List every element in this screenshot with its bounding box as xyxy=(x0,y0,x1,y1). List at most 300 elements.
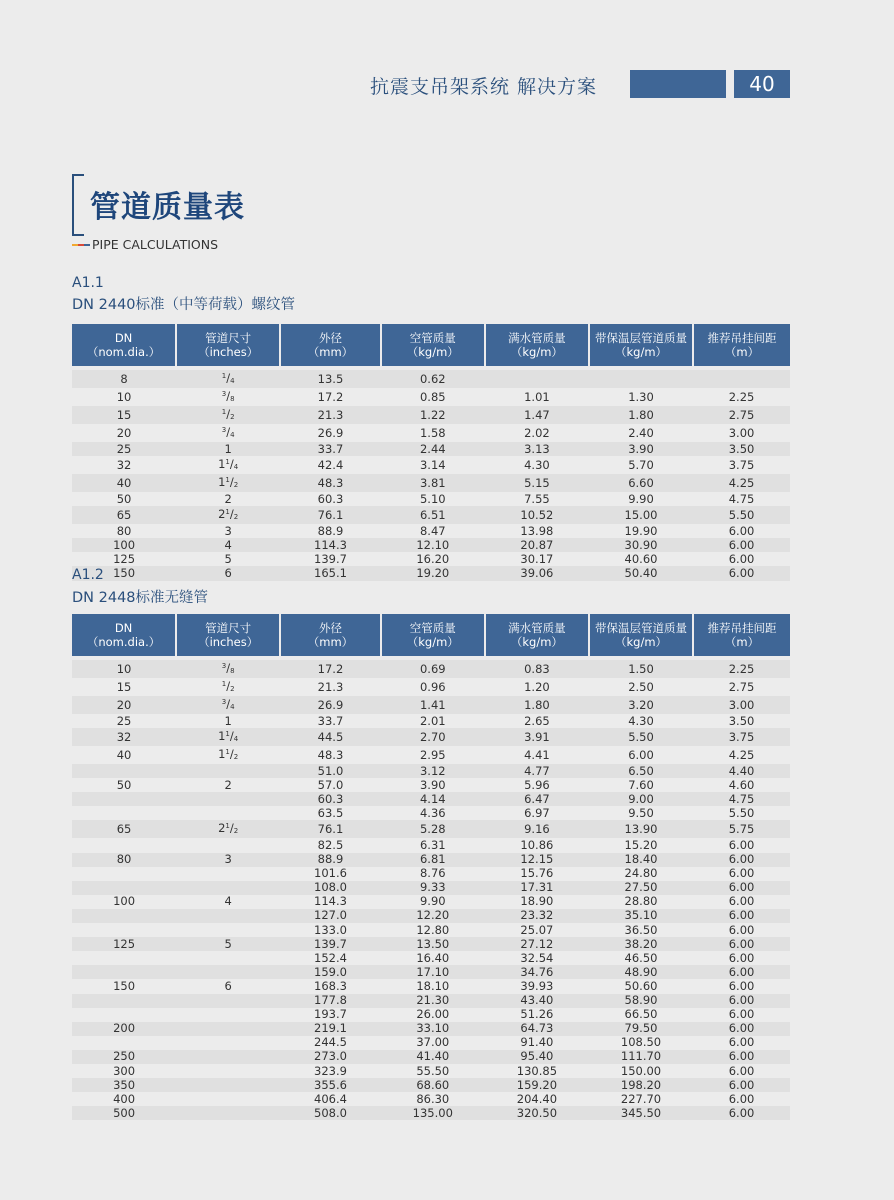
table-cell: 18.10 xyxy=(416,978,450,993)
table-cell: 15.76 xyxy=(520,866,554,881)
table-cell: 139.7 xyxy=(280,937,381,951)
table-cell: $^1$/2 xyxy=(176,406,280,424)
table-cell: 50 xyxy=(116,777,132,792)
table-cell: 13.50 xyxy=(381,937,485,951)
table-cell: 91.40 xyxy=(520,1035,554,1050)
table-cell: 5.28 xyxy=(381,820,485,838)
column-header xyxy=(72,614,176,656)
table-cell: 1 xyxy=(224,713,232,728)
table-cell: $1^1/4$ xyxy=(218,457,239,472)
table-cell: 6.00 xyxy=(693,853,790,867)
subtitle-accent-line xyxy=(72,244,90,246)
column-header xyxy=(381,324,485,366)
table-cell: 177.8 xyxy=(280,994,381,1008)
table-cell: 57.0 xyxy=(317,777,344,792)
table-cell: 68.60 xyxy=(381,1078,485,1092)
header-bar xyxy=(630,70,726,98)
table-cell: 38.20 xyxy=(589,937,693,951)
table-row xyxy=(72,1092,790,1106)
table-cell: 1.80 xyxy=(485,696,589,714)
table-row xyxy=(72,538,790,552)
table-cell: 27.50 xyxy=(589,881,693,895)
table-cell: 12.15 xyxy=(485,853,589,867)
table-cell: 50 xyxy=(116,491,132,506)
table-cell: 193.7 xyxy=(314,1007,347,1022)
table-cell: 2.50 xyxy=(628,679,654,694)
table-cell xyxy=(176,1022,280,1036)
table-row xyxy=(72,492,790,506)
table-cell: 355.6 xyxy=(280,1078,381,1092)
table-cell: 6.60 xyxy=(589,474,693,492)
table-cell: 48.90 xyxy=(589,965,693,979)
table-row xyxy=(72,566,790,580)
section-code-2: A1.2 xyxy=(72,567,104,583)
table-cell: 350 xyxy=(72,1078,176,1092)
table-cell: 320.50 xyxy=(485,1106,589,1120)
table-cell xyxy=(176,965,280,979)
table-cell: 6 xyxy=(224,978,232,993)
page-subtitle: PIPE CALCULATIONS xyxy=(92,237,219,252)
table-cell: 17.2 xyxy=(317,389,344,404)
table-cell: 2.44 xyxy=(381,442,485,456)
column-header-label: 空管质量 xyxy=(409,331,456,345)
table-cell: 6.81 xyxy=(381,853,485,867)
table-cell: 44.5 xyxy=(280,728,381,746)
table-cell xyxy=(176,1008,280,1022)
column-header xyxy=(485,324,589,366)
table-row xyxy=(72,895,790,909)
table-cell: 30.17 xyxy=(520,551,554,566)
table-cell: 6.00 xyxy=(693,1050,790,1064)
table-cell: 27.12 xyxy=(485,937,589,951)
table-cell: 63.5 xyxy=(317,805,344,820)
pipe-table-a12 xyxy=(72,614,790,1120)
table-cell: 51.0 xyxy=(280,764,381,778)
table-row xyxy=(72,506,790,524)
table-row xyxy=(72,909,790,923)
column-header-unit: （mm） xyxy=(307,345,354,359)
table-cell: 114.3 xyxy=(314,894,347,909)
table-cell: 250 xyxy=(72,1050,176,1064)
table-cell: 323.9 xyxy=(314,1063,347,1078)
column-header-label: 空管质量 xyxy=(409,621,456,635)
column-header-label: DN xyxy=(114,621,133,635)
table-cell: 28.80 xyxy=(624,894,658,909)
table-cell: 200 xyxy=(72,1022,176,1036)
table-cell xyxy=(176,994,280,1008)
table-cell: 13.5 xyxy=(280,370,381,388)
table-cell: 198.20 xyxy=(589,1078,693,1092)
table-cell: 21.3 xyxy=(317,679,344,694)
column-header-unit: （nom.dia.） xyxy=(86,345,161,359)
table-cell: 6 xyxy=(176,566,280,580)
column-header xyxy=(589,614,693,656)
table-cell: 17.31 xyxy=(485,881,589,895)
table-cell: 6.00 xyxy=(728,950,755,965)
table-cell: 15.20 xyxy=(624,838,658,853)
table-cell: 2.01 xyxy=(419,713,446,728)
table-cell: 2.70 xyxy=(381,728,485,746)
table-cell: 17.10 xyxy=(381,965,485,979)
table-cell: 4.60 xyxy=(728,777,755,792)
table-cell: 2.02 xyxy=(524,425,550,440)
column-header-unit: （inches） xyxy=(198,635,259,649)
table-cell: 50.60 xyxy=(624,978,658,993)
table-cell: 108.0 xyxy=(280,881,381,895)
table-cell: 20 xyxy=(72,696,176,714)
table-cell xyxy=(176,867,280,881)
table-cell xyxy=(176,923,280,937)
table-cell: $^3$/4 xyxy=(176,696,280,714)
table-cell: 4.36 xyxy=(419,805,446,820)
table-cell: 150 xyxy=(72,566,176,580)
table-cell: 88.9 xyxy=(280,853,381,867)
table-row xyxy=(72,714,790,728)
table-cell xyxy=(176,1036,280,1050)
table-row xyxy=(72,1036,790,1050)
table-cell: 82.5 xyxy=(317,838,344,853)
table-cell: 12.20 xyxy=(381,909,485,923)
table-cell: 0.62 xyxy=(381,370,485,388)
table-cell: 0.83 xyxy=(485,660,589,678)
table-row xyxy=(72,778,790,792)
table-cell: $^3$/8 xyxy=(221,389,235,403)
page-title-box xyxy=(72,174,264,232)
column-header-label: 满水管质量 xyxy=(508,331,566,345)
pipe-table-a11 xyxy=(72,324,790,581)
table-cell: 12.80 xyxy=(416,922,450,937)
table-cell: 3.81 xyxy=(381,474,485,492)
table-row xyxy=(72,552,790,566)
table-cell: 3.75 xyxy=(693,728,790,746)
table-cell: 12.10 xyxy=(381,538,485,552)
table-cell: $^1$/4 xyxy=(176,370,280,388)
table-row xyxy=(72,979,790,993)
table-cell: 35.10 xyxy=(589,909,693,923)
table-cell xyxy=(176,1092,280,1106)
table-cell: 19.20 xyxy=(381,566,485,580)
table-cell: 5.96 xyxy=(524,777,550,792)
column-header-unit: （kg/m） xyxy=(406,345,459,359)
table-cell xyxy=(693,370,790,388)
table-cell: 6.00 xyxy=(693,566,790,580)
table-cell: 6.00 xyxy=(693,994,790,1008)
table-cell: 2 xyxy=(224,491,232,506)
table-cell: 33.10 xyxy=(381,1022,485,1036)
table-cell: 4 xyxy=(176,538,280,552)
table-cell: 3.13 xyxy=(485,442,589,456)
table-cell xyxy=(72,923,176,937)
table-row xyxy=(72,388,790,406)
table-cell: 15 xyxy=(72,406,176,424)
table-cell: 40.60 xyxy=(624,551,658,566)
table-cell: 1.50 xyxy=(589,660,693,678)
table-cell: 3.50 xyxy=(728,713,755,728)
table-cell: 40 xyxy=(116,747,132,762)
table-cell: 48.3 xyxy=(280,474,381,492)
table-cell: 18.90 xyxy=(520,894,554,909)
table-cell: 7.60 xyxy=(628,777,654,792)
table-cell: 5.10 xyxy=(419,491,446,506)
table-cell: 4.30 xyxy=(628,713,654,728)
column-header-label: 外径 xyxy=(318,621,342,635)
table-cell: 125 xyxy=(113,551,136,566)
table-cell: 6.00 xyxy=(693,1078,790,1092)
table-row xyxy=(72,951,790,965)
header-title: 抗震支吊架系统 解决方案 xyxy=(370,76,598,98)
table-row xyxy=(72,881,790,895)
section-code-1: A1.1 xyxy=(72,275,104,291)
table-cell: 4.75 xyxy=(693,792,790,806)
table-cell: 26.9 xyxy=(317,425,344,440)
table-row xyxy=(72,456,790,474)
table-cell: 3.90 xyxy=(419,777,446,792)
column-header-label: DN xyxy=(114,331,133,345)
table-cell: 39.93 xyxy=(520,978,554,993)
table-cell: 25 xyxy=(72,442,176,456)
table-cell: 23.32 xyxy=(485,909,589,923)
table-cell: 2.65 xyxy=(524,713,550,728)
column-header-label: 推荐吊挂间距 xyxy=(707,331,777,345)
table-cell: 1.01 xyxy=(524,389,550,404)
table-cell xyxy=(176,951,280,965)
table-cell: 4.25 xyxy=(693,474,790,492)
table-cell: 2.25 xyxy=(728,389,755,404)
column-header-label: 管道尺寸 xyxy=(205,331,252,345)
table-row xyxy=(72,660,790,678)
section-name-2: DN 2448标准无缝管 xyxy=(72,590,209,606)
table-cell: 111.70 xyxy=(589,1050,693,1064)
column-header xyxy=(280,614,381,656)
table-cell: 6.00 xyxy=(728,922,755,937)
table-cell: 66.50 xyxy=(624,1007,658,1022)
column-header xyxy=(280,324,381,366)
table-cell: 6.00 xyxy=(693,965,790,979)
table-cell: 2 xyxy=(224,777,232,792)
table-cell xyxy=(176,792,280,806)
table-cell: 50.40 xyxy=(589,566,693,580)
table-row xyxy=(72,1008,790,1022)
table-cell: 1.80 xyxy=(589,406,693,424)
table-row xyxy=(72,867,790,881)
page-number: 40 xyxy=(734,70,790,98)
table-row xyxy=(72,406,790,424)
table-cell: 2.75 xyxy=(693,406,790,424)
table-row xyxy=(72,923,790,937)
table-cell: 24.80 xyxy=(624,866,658,881)
table-cell: 26.00 xyxy=(416,1007,450,1022)
table-cell: 60.3 xyxy=(317,491,344,506)
table-cell xyxy=(72,1036,176,1050)
table-row xyxy=(72,678,790,696)
table-cell: 1.58 xyxy=(419,425,446,440)
table-cell: 0.96 xyxy=(419,679,446,694)
table-cell: 6.00 xyxy=(693,909,790,923)
table-row xyxy=(72,696,790,714)
table-cell: 6.51 xyxy=(381,506,485,524)
column-header-label: 满水管质量 xyxy=(508,621,566,635)
table-row xyxy=(72,1078,790,1092)
table-cell: 101.6 xyxy=(314,866,347,881)
table-row xyxy=(72,442,790,456)
column-header xyxy=(589,324,693,366)
table-cell: 6.31 xyxy=(419,838,446,853)
table-cell: $^3$/8 xyxy=(176,660,280,678)
table-row xyxy=(72,820,790,838)
table-cell: 4.41 xyxy=(524,747,550,762)
table-cell: 2.25 xyxy=(693,660,790,678)
table-cell: 48.3 xyxy=(317,747,344,762)
table-cell: $1^1/4$ xyxy=(176,728,280,746)
table-cell: 33.7 xyxy=(317,713,344,728)
column-header xyxy=(176,324,280,366)
table-cell: 76.1 xyxy=(280,820,381,838)
table-cell: 1 xyxy=(176,442,280,456)
table-cell: 3.91 xyxy=(485,728,589,746)
table-cell: 6.00 xyxy=(728,866,755,881)
table-cell: 1.30 xyxy=(628,389,654,404)
table-cell: 79.50 xyxy=(589,1022,693,1036)
table-cell: 0.85 xyxy=(419,389,446,404)
table-cell: 40 xyxy=(72,474,176,492)
table-cell: 1.47 xyxy=(485,406,589,424)
table-row xyxy=(72,806,790,820)
table-cell: 16.40 xyxy=(416,950,450,965)
table-cell: 76.1 xyxy=(280,506,381,524)
table-cell: 25 xyxy=(116,713,132,728)
table-cell: 39.06 xyxy=(485,566,589,580)
table-cell: 5.50 xyxy=(693,506,790,524)
table-cell: 6.00 xyxy=(728,978,755,993)
table-cell: 9.90 xyxy=(419,894,446,909)
table-cell: 20 xyxy=(116,425,132,440)
column-header-label: 推荐吊挂间距 xyxy=(707,621,777,635)
table-cell xyxy=(72,994,176,1008)
table-cell: 139.7 xyxy=(314,551,347,566)
table-cell: 15.00 xyxy=(589,506,693,524)
column-header-label: 带保温层管道质量 xyxy=(595,331,687,345)
table-cell: 13.90 xyxy=(589,820,693,838)
table-cell xyxy=(176,881,280,895)
column-header xyxy=(72,324,176,366)
table-cell: 6.00 xyxy=(728,838,755,853)
table-row xyxy=(72,1064,790,1078)
table-cell: 1.41 xyxy=(381,696,485,714)
table-cell: 152.4 xyxy=(314,950,347,965)
table-cell: 500 xyxy=(72,1106,176,1120)
column-header xyxy=(693,324,790,366)
table-cell: 159.0 xyxy=(280,965,381,979)
table-cell: 9.16 xyxy=(485,820,589,838)
table-cell: 2.95 xyxy=(419,747,446,762)
table-cell: 55.50 xyxy=(416,1063,450,1078)
table-cell: 6.00 xyxy=(728,1091,755,1106)
column-header-unit: （nom.dia.） xyxy=(86,635,161,649)
table-cell: 3 xyxy=(224,523,232,538)
table-cell: 6.00 xyxy=(693,1106,790,1120)
table-cell: 5.75 xyxy=(693,820,790,838)
table-cell: 43.40 xyxy=(485,994,589,1008)
table-cell: 4.40 xyxy=(693,764,790,778)
table-cell xyxy=(72,764,176,778)
table-cell: 345.50 xyxy=(589,1106,693,1120)
table-cell: 30.90 xyxy=(589,538,693,552)
table-cell xyxy=(176,1078,280,1092)
table-row xyxy=(72,937,790,951)
table-cell: 36.50 xyxy=(624,922,658,937)
column-header-unit: （mm） xyxy=(307,635,354,649)
table-cell: 125 xyxy=(72,937,176,951)
table-cell: 7.55 xyxy=(524,491,550,506)
table-cell: 1.22 xyxy=(381,406,485,424)
table-cell: 65 xyxy=(72,506,176,524)
column-header-unit: （inches） xyxy=(198,345,259,359)
table-cell: 5 xyxy=(176,937,280,951)
table-cell: 21.30 xyxy=(381,994,485,1008)
table-cell: 508.0 xyxy=(280,1106,381,1120)
table-cell: 165.1 xyxy=(280,566,381,580)
table-cell xyxy=(72,1008,176,1022)
table-cell: 273.0 xyxy=(280,1050,381,1064)
table-cell: 80 xyxy=(116,523,132,538)
table-cell: $2^1/2$ xyxy=(176,820,280,838)
table-cell: 88.9 xyxy=(317,523,344,538)
column-header-label: 带保温层管道质量 xyxy=(595,621,687,635)
table-cell: 26.9 xyxy=(280,696,381,714)
table-cell: 5 xyxy=(224,551,232,566)
table-cell: 6.00 xyxy=(693,1022,790,1036)
table-cell xyxy=(72,838,176,852)
table-cell: 9.33 xyxy=(381,881,485,895)
table-header-row xyxy=(72,614,790,656)
table-cell: 5.50 xyxy=(728,805,755,820)
table-cell xyxy=(72,867,176,881)
table-cell xyxy=(589,370,693,388)
table-cell: 65 xyxy=(72,820,176,838)
table-cell: 150.00 xyxy=(620,1063,662,1078)
table-cell xyxy=(176,1064,280,1078)
table-row xyxy=(72,853,790,867)
table-cell xyxy=(72,909,176,923)
table-row xyxy=(72,792,790,806)
table-cell: 32 xyxy=(116,457,132,472)
table-cell: 130.85 xyxy=(516,1063,558,1078)
table-cell: 3.14 xyxy=(419,457,446,472)
table-cell: 5.70 xyxy=(628,457,654,472)
table-cell: 95.40 xyxy=(485,1050,589,1064)
table-cell: 5.15 xyxy=(485,474,589,492)
table-cell: 21.3 xyxy=(280,406,381,424)
table-cell xyxy=(176,1050,280,1064)
table-cell: 42.4 xyxy=(317,457,344,472)
table-cell: 9.90 xyxy=(628,491,654,506)
table-cell: 6.00 xyxy=(693,538,790,552)
column-header xyxy=(485,614,589,656)
table-cell: 133.0 xyxy=(314,922,347,937)
table-cell: 6.00 xyxy=(728,1063,755,1078)
table-cell: 6.97 xyxy=(524,805,550,820)
table-cell: 8.76 xyxy=(419,866,446,881)
table-cell: 9.50 xyxy=(628,805,654,820)
table-cell: 108.50 xyxy=(620,1035,662,1050)
table-row xyxy=(72,524,790,538)
table-cell: 219.1 xyxy=(280,1022,381,1036)
column-header-unit: （kg/m） xyxy=(406,635,459,649)
table-cell: 16.20 xyxy=(416,551,450,566)
table-cell: 4.14 xyxy=(381,792,485,806)
table-cell: 204.40 xyxy=(516,1091,558,1106)
table-cell: 8.47 xyxy=(419,523,446,538)
